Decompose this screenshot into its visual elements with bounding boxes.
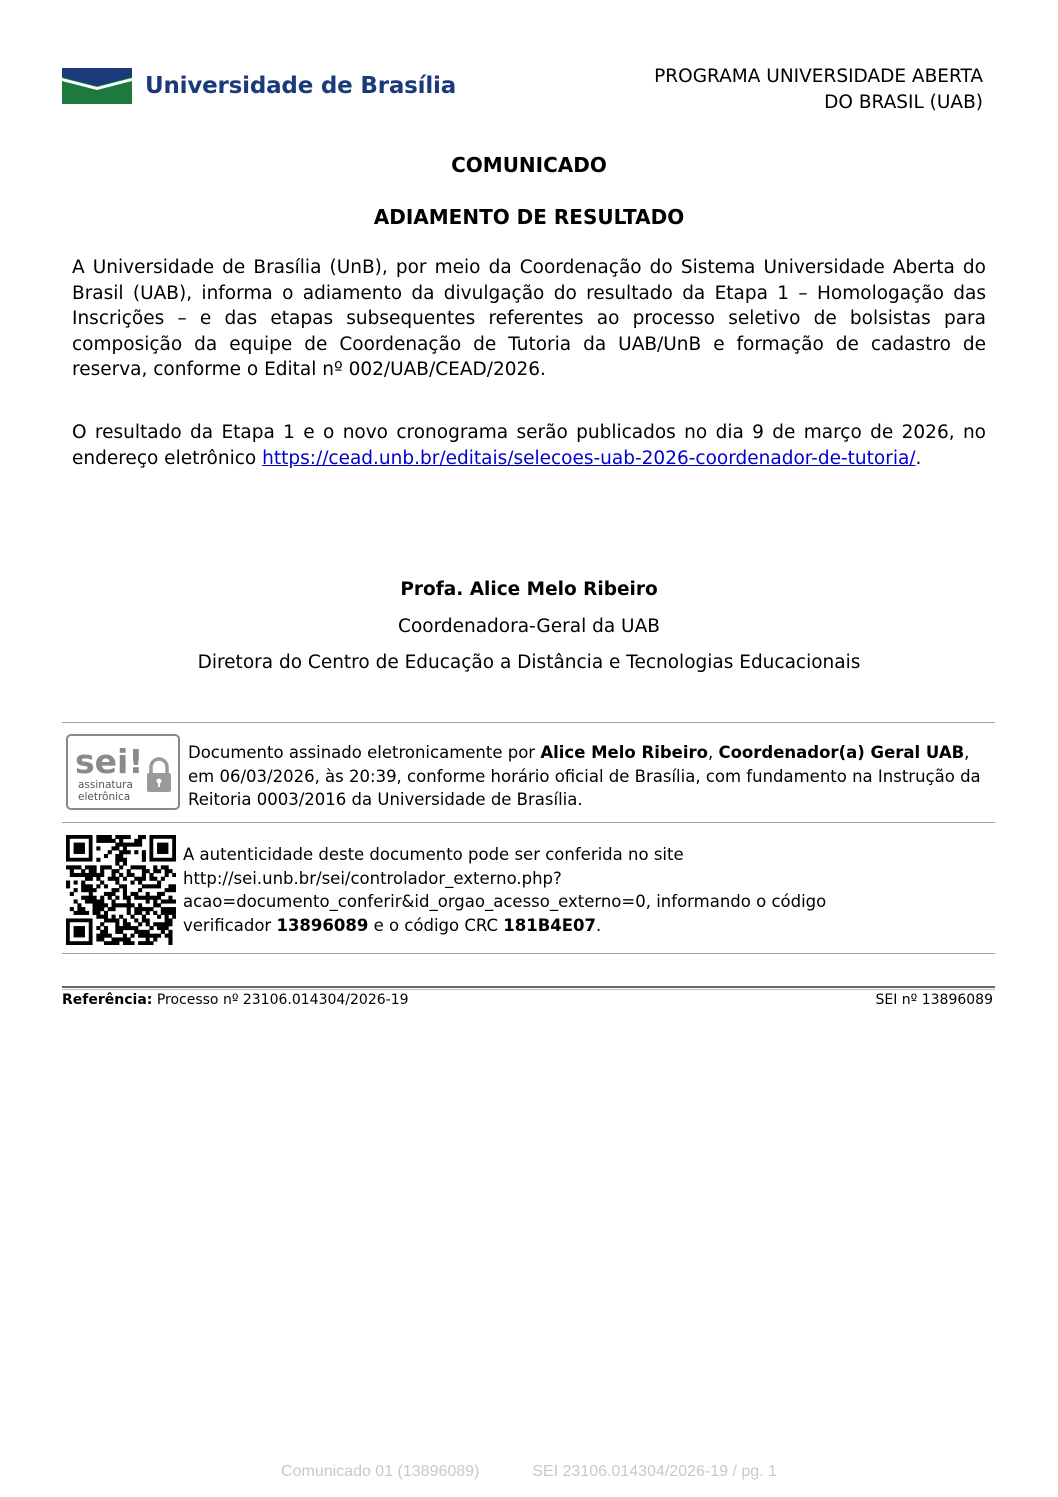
sei-badge-graphic (68, 736, 178, 808)
auth-end: . (596, 915, 602, 935)
unb-logo (62, 68, 456, 104)
footer-right: SEI 23106.014304/2026-19 / pg. 1 (532, 1463, 777, 1480)
sei-badge-logo: sei! (75, 742, 144, 781)
esig-signer-name: Alice Melo Ribeiro (540, 743, 708, 762)
paragraph-1: A Universidade de Brasília (UnB), por meio da Coordenação do Sistema Universidade Aberta do Brasil (UAB), informa o adiamento da divulgação do resultado da Etapa 1 – Homologação das Inscrições – e das etapas subsequentes referentes ao processo seletivo de bolsistas para composição da equipe de Coordenação de Tutoria da UAB/UnB e formação de cadastro de reserva, conforme o Edital nº 002/UAB/CEAD/2026. (72, 257, 986, 380)
unb-emblem-icon (62, 68, 132, 104)
sei-badge-line-2: eletrônica (78, 791, 131, 803)
sei-signature-badge (66, 734, 180, 810)
auth-mid: e o código CRC (368, 915, 504, 935)
document-subtitle: ADIAMENTO DE RESULTADO (373, 205, 685, 229)
authenticity-text (183, 843, 983, 937)
auth-prefix: verificador (183, 915, 277, 935)
qr-code-icon[interactable] (66, 835, 176, 945)
authenticity-line-4 (183, 914, 983, 938)
authenticity-line-1: A autenticidade deste documento pode ser conferida no site (183, 845, 684, 864)
reference-sei-number: SEI nº 13896089 (875, 992, 993, 1008)
paragraph-2-text: O resultado da Etapa 1 e o novo cronograma serão publicados no dia 9 de março de 2026, no endereço eletrônico (72, 422, 986, 469)
logo-text: Universidade de Brasília (145, 73, 457, 99)
document-title: COMUNICADO (451, 153, 607, 177)
reference-rule (62, 986, 995, 988)
divider (62, 822, 995, 823)
esig-sep: , (707, 743, 719, 762)
lock-icon (147, 759, 171, 792)
esig-signer-role: Coordenador(a) Geral UAB (718, 743, 965, 762)
program-header (654, 64, 983, 116)
signatory-role-1: Coordenadora-Geral da UAB (398, 616, 660, 637)
verifier-code: 13896089 (276, 915, 369, 935)
page-footer (0, 1463, 1058, 1481)
reference-label: Referência: (62, 992, 153, 1008)
paragraph-2-end: . (915, 447, 922, 469)
editais-link[interactable]: https://cead.unb.br/editais/selecoes-uab-2026-coordenador-de-tutoria/ (262, 447, 916, 469)
divider (62, 953, 995, 954)
signatory-role-2: Diretora do Centro de Educação a Distância e Tecnologias Educacionais (197, 652, 861, 673)
program-line-1: PROGRAMA UNIVERSIDADE ABERTA (654, 66, 983, 87)
authenticity-line-3: acao=documento_conferir&id_orgao_acesso_externo=0, informando o código (183, 892, 827, 911)
esig-prefix: Documento assinado eletronicamente por (188, 743, 541, 762)
paragraph-2 (72, 420, 986, 471)
reference-rule-light (62, 989, 995, 990)
electronic-signature-text (188, 741, 988, 812)
program-line-2: DO BRASIL (UAB) (824, 92, 983, 113)
crc-code: 181B4E07 (503, 915, 597, 935)
sei-badge-line-1: assinatura (78, 779, 133, 791)
authenticity-line-2[interactable]: http://sei.unb.br/sei/controlador_externo.php? (183, 868, 562, 888)
signatory-name: Profa. Alice Melo Ribeiro (400, 579, 658, 600)
reference (62, 992, 409, 1008)
reference-process: Processo nº 23106.014304/2026-19 (152, 992, 409, 1008)
footer-left: Comunicado 01 (13896089) (281, 1463, 480, 1480)
divider (62, 722, 995, 723)
esig-suffix: , em 06/03/2026, às 20:39, conforme horário oficial de Brasília, com fundamento na Instrução da Reitoria 0003/2016 da Universidade de Brasília. (188, 743, 981, 809)
